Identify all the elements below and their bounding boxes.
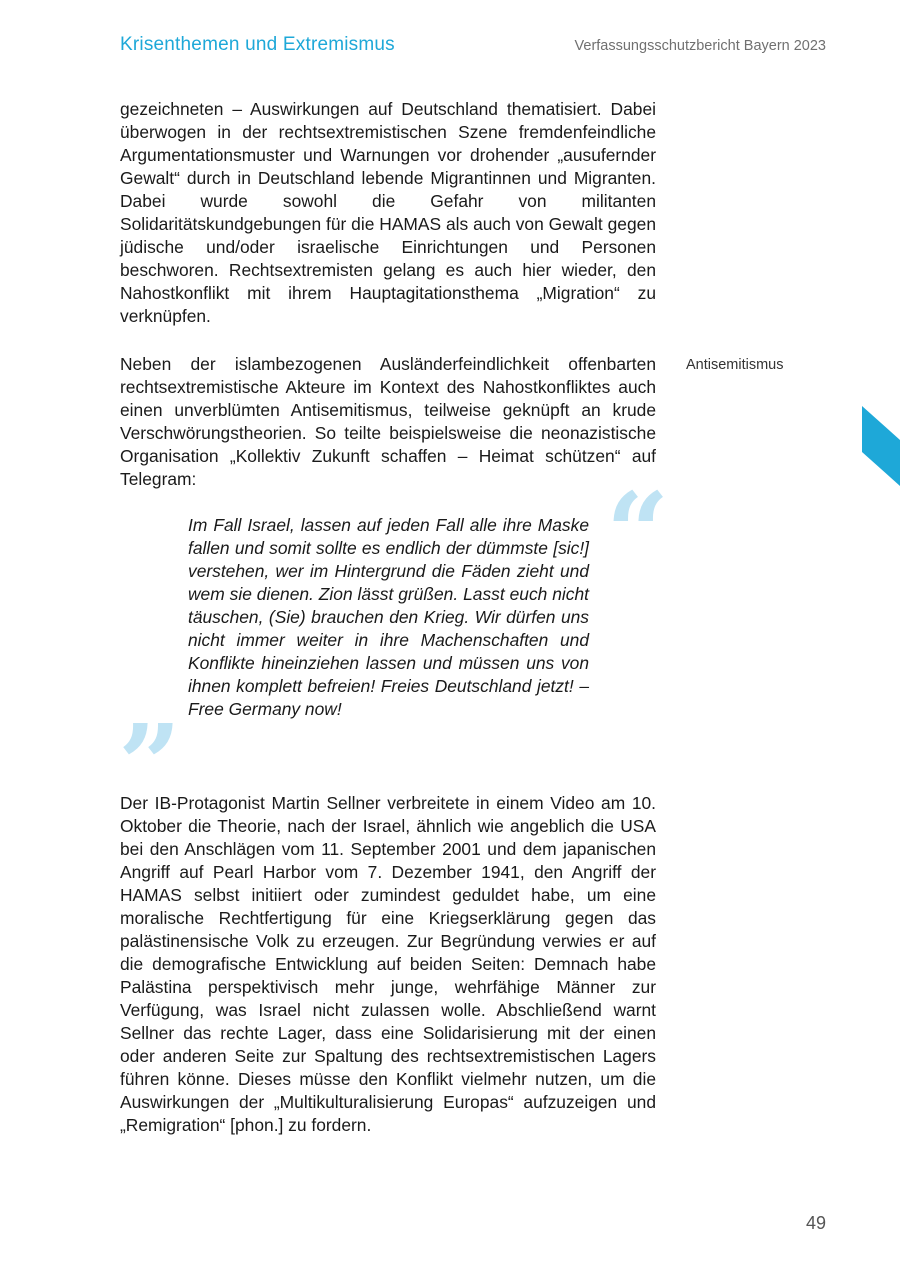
paragraph-2: Neben der islambezogenen Ausländerfeindlichkeit offenbarten rechtsextremistische Akteure im Kontext des Nahostkonfliktes auch einen unverblümten Antisemitismus, teilweise geknüpft an krude Verschwörungstheorien. So teilte beispielsweise die neonazistische Organisation „Kollektiv Zukunft schaffen – Heimat schützen“ auf Telegram: bbox=[120, 354, 656, 489]
telegram-quote: Im Fall Israel, lassen auf jeden Fall alle ihre Maske fallen und somit sollte es endlich der dümmste [sic!] verstehen, wer im Hintergrund die Fäden zieht und wem sie dienen. Zion lässt grüßen. Lasst euch nicht täuschen, (Sie) brauchen den Krieg. Wir dürfen uns nicht immer weiter in ihre Machenschaften und Konflikte hineinziehen lassen und müssen uns von ihnen komplett befreien! Freies Deutschland jetzt! – Free Germany now! bbox=[188, 515, 589, 719]
section-title: Krisenthemen und Extremismus bbox=[120, 34, 395, 55]
chapter-tab-marker bbox=[862, 406, 900, 486]
close-quote-mark-icon: ” bbox=[118, 700, 182, 829]
paragraph-1: gezeichneten – Auswirkungen auf Deutschland thematisiert. Dabei überwogen in der rechtsextremistischen Szene fremdenfeindliche Argumentationsmuster und Warnungen vor drohender „ausufernder Gewalt“ durch in Deutschland lebende Migrantinnen und Migranten. Dabei wurde sowohl die Gefahr von militanten Solidaritätskundgebungen für die HAMAS als auch von Gewalt gegen jüdische und/oder israelische Einrichtungen und Personen beschworen. Rechtsextremisten gelang es auch hier wieder, den Nahostkonflikt mit ihrem Hauptagitationsthema „Migration“ zu verknüpfen. bbox=[120, 99, 656, 326]
margin-note-antisemitismus: Antisemitismus bbox=[686, 357, 784, 373]
report-title: Verfassungsschutzbericht Bayern 2023 bbox=[574, 38, 826, 54]
open-quote-mark-icon: “ bbox=[606, 468, 670, 597]
paragraph-3: Der IB-Protagonist Martin Sellner verbreitete in einem Video am 10. Oktober die Theorie, nach der Israel, ähnlich wie angeblich die USA bei den Anschlägen vom 11. September 2001 und dem japanischen Angriff auf Pearl Harbor vom 7. Dezember 1941, den Angriff der HAMAS selbst initiiert oder zumindest geduldet habe, um eine moralische Rechtfertigung für eine Kriegserklärung gegen das palästinensische Volk zu erzeugen. Zur Begründung verwies er auf die demografische Entwicklung auf beiden Seiten: Demnach habe Palästina perspektivisch mehr junge, wehrfähige Männer zur Verfügung, was Israel nicht zulassen wolle. Abschließend warnt Sellner das rechte Lager, dass eine Solidarisierung mit der einen oder anderen Seite zur Spaltung des rechtsextremistischen Lagers führen könne. Dieses müsse den Konflikt vielmehr nutzen, um die Auswirkungen der „Multikulturalisierung Europas“ aufzuzeigen und „Remigration“ [phon.] zu fordern. bbox=[120, 793, 656, 1135]
page-number: 49 bbox=[805, 1213, 826, 1233]
